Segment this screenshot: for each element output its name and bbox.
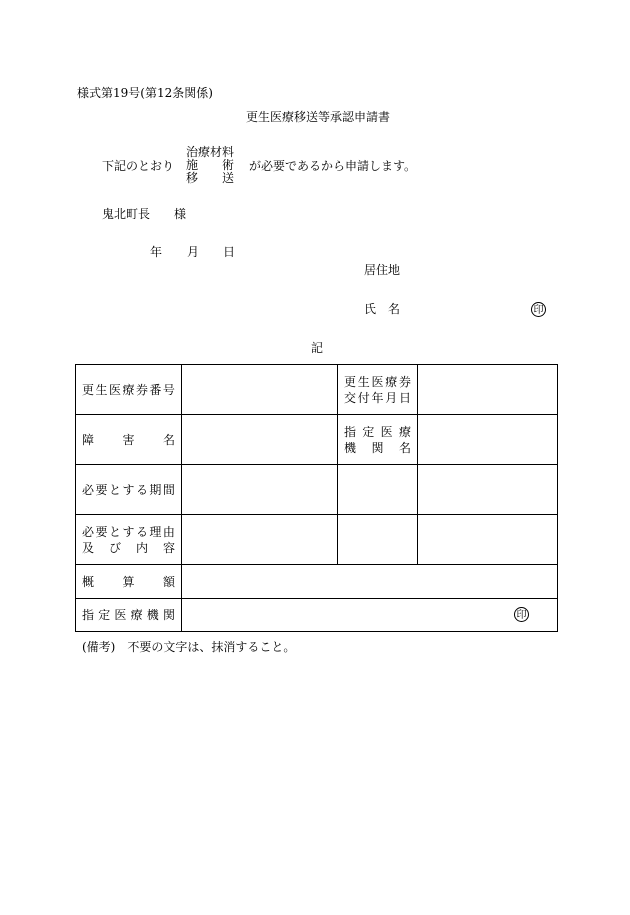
applicant-seal-icon: 印 xyxy=(531,302,546,317)
required-period-cell-2[interactable] xyxy=(338,465,418,515)
date-month: 月 xyxy=(187,245,200,259)
addressee: 鬼北町長 様 xyxy=(102,207,187,221)
required-period-label: 必 要 と す る 期 間 xyxy=(76,465,182,515)
request-option-treatment: 施 術 xyxy=(186,158,235,172)
request-options xyxy=(186,146,234,185)
table-row xyxy=(76,465,558,515)
ki-label: 記 xyxy=(311,341,324,355)
institution-seal-icon: 印 xyxy=(514,607,529,622)
disability-name-value[interactable] xyxy=(182,415,338,465)
designated-institution-label: 指 定 医 療 機 関 xyxy=(76,599,182,632)
request-suffix: が必要であるから申請します。 xyxy=(249,159,417,173)
date-day: 日 xyxy=(223,245,236,259)
ticket-number-label: 更 生 医 療 券 番 号 xyxy=(76,365,182,415)
issue-date-value[interactable] xyxy=(418,365,558,415)
estimated-amount-value[interactable] xyxy=(182,565,558,599)
application-table xyxy=(75,364,558,632)
issue-date-label: 更 生 医 療 券 交 付 年 月 日 xyxy=(338,365,418,415)
required-period-cell-3[interactable] xyxy=(418,465,558,515)
request-prefix: 下記のとおり xyxy=(102,159,175,173)
name-label: 氏 名 xyxy=(364,302,401,316)
form-number: 様式第19号(第12条関係) xyxy=(77,86,213,100)
ticket-number-value[interactable] xyxy=(182,365,338,415)
request-option-materials: 治療材料 xyxy=(186,145,235,159)
table-row xyxy=(76,365,558,415)
date-year: 年 xyxy=(150,245,163,259)
reason-content-cell-3[interactable] xyxy=(418,515,558,565)
table-row xyxy=(76,415,558,465)
table-row xyxy=(76,515,558,565)
remarks: (備考) 不要の文字は、抹消すること。 xyxy=(82,640,296,654)
designated-institution-name-label: 指 定 医 療 機 関 名 xyxy=(338,415,418,465)
designated-institution-value[interactable] xyxy=(182,599,558,632)
document-title: 更生医療移送等承認申請書 xyxy=(246,110,391,124)
reason-content-cell-2[interactable] xyxy=(338,515,418,565)
reason-content-value[interactable] xyxy=(182,515,338,565)
estimated-amount-label: 概 算 額 xyxy=(76,565,182,599)
table-row xyxy=(76,599,558,632)
address-label: 居住地 xyxy=(364,263,401,277)
disability-name-label: 障 害 名 xyxy=(76,415,182,465)
required-period-value[interactable] xyxy=(182,465,338,515)
request-option-transport: 移 送 xyxy=(186,171,235,185)
reason-content-label: 必 要 と す る 理 由 及 び 内 容 xyxy=(76,515,182,565)
table-row xyxy=(76,565,558,599)
designated-institution-name-value[interactable] xyxy=(418,415,558,465)
